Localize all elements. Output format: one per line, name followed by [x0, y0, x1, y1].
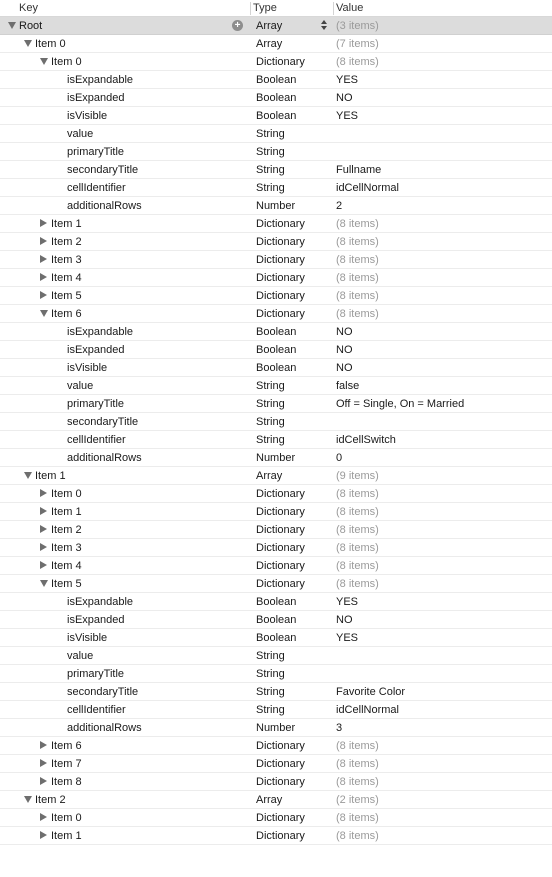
key-text: primaryTitle — [67, 668, 125, 680]
key-text: additionalRows — [67, 452, 142, 464]
chevron-down-icon[interactable] — [321, 26, 327, 30]
type-cell[interactable]: Number — [256, 200, 296, 212]
key-text: cellIdentifier — [67, 704, 126, 716]
plist-row[interactable] — [0, 413, 552, 431]
type-cell[interactable]: Dictionary — [256, 812, 305, 824]
key-cell[interactable] — [0, 197, 250, 214]
key-cell[interactable] — [0, 179, 250, 196]
plist-row[interactable] — [0, 593, 552, 611]
item-count-text: (8 items) — [336, 830, 379, 842]
key-cell[interactable] — [0, 575, 250, 592]
value-cell[interactable]: false — [336, 380, 360, 392]
key-cell[interactable] — [0, 233, 250, 250]
key-cell[interactable] — [0, 53, 250, 70]
item-count-text: (8 items) — [336, 236, 379, 248]
plist-row[interactable] — [0, 503, 552, 521]
plist-row[interactable] — [0, 233, 552, 251]
key-text: Item 7 — [51, 758, 82, 770]
key-text: additionalRows — [67, 200, 142, 212]
plist-row[interactable] — [0, 305, 552, 323]
key-text: Item 1 — [35, 470, 66, 482]
type-cell[interactable]: String — [256, 650, 285, 662]
key-cell[interactable] — [0, 683, 250, 700]
plist-row[interactable] — [0, 359, 552, 377]
type-cell[interactable]: String — [256, 380, 285, 392]
disclosure-triangle-collapsed-icon[interactable] — [40, 273, 47, 281]
key-column-header[interactable]: Key — [19, 2, 38, 14]
item-count-text: (8 items) — [336, 506, 379, 518]
plist-row[interactable] — [0, 755, 552, 773]
type-cell[interactable]: Boolean — [256, 632, 297, 644]
key-text: secondaryTitle — [67, 164, 139, 176]
key-text: value — [67, 650, 94, 662]
plist-row[interactable] — [0, 557, 552, 575]
type-popup-stepper-icon[interactable] — [321, 19, 329, 32]
item-count-text: (8 items) — [336, 56, 379, 68]
key-text: cellIdentifier — [67, 182, 126, 194]
plist-row[interactable] — [0, 341, 552, 359]
plist-row[interactable] — [0, 161, 552, 179]
key-text: primaryTitle — [67, 398, 125, 410]
disclosure-triangle-collapsed-icon[interactable] — [40, 831, 47, 839]
key-cell[interactable] — [0, 809, 250, 826]
plist-row[interactable] — [0, 449, 552, 467]
key-text: Item 1 — [51, 830, 82, 842]
value-cell[interactable]: 3 — [336, 722, 343, 734]
plist-row[interactable] — [0, 827, 552, 845]
key-text: Root — [19, 20, 43, 32]
item-count-text: (7 items) — [336, 38, 379, 50]
value-cell[interactable]: NO — [336, 614, 353, 626]
type-cell[interactable]: String — [256, 128, 285, 140]
value-cell[interactable]: NO — [336, 92, 353, 104]
type-cell[interactable]: Boolean — [256, 596, 297, 608]
key-text: isVisible — [67, 362, 108, 374]
key-cell[interactable] — [0, 413, 250, 430]
disclosure-triangle-collapsed-icon[interactable] — [40, 759, 47, 767]
type-cell[interactable]: Boolean — [256, 74, 297, 86]
key-text: Item 2 — [35, 794, 66, 806]
plist-row[interactable] — [0, 215, 552, 233]
key-cell[interactable] — [0, 17, 250, 34]
value-cell[interactable]: 0 — [336, 452, 343, 464]
key-cell[interactable] — [0, 395, 250, 412]
disclosure-triangle-collapsed-icon[interactable] — [40, 525, 47, 533]
key-text: cellIdentifier — [67, 434, 126, 446]
key-text: primaryTitle — [67, 146, 125, 158]
disclosure-triangle-collapsed-icon[interactable] — [40, 237, 47, 245]
plist-row[interactable] — [0, 71, 552, 89]
item-count-text: (9 items) — [336, 470, 379, 482]
key-cell[interactable] — [0, 485, 250, 502]
plist-row[interactable] — [0, 521, 552, 539]
key-cell[interactable] — [0, 89, 250, 106]
type-cell[interactable]: Dictionary — [256, 272, 305, 284]
key-cell[interactable] — [0, 359, 250, 376]
key-cell[interactable] — [0, 539, 250, 556]
value-cell[interactable]: idCellNormal — [336, 182, 399, 194]
plist-row[interactable] — [0, 53, 552, 71]
type-cell[interactable]: Dictionary — [256, 488, 305, 500]
plist-row[interactable] — [0, 737, 552, 755]
key-text: additionalRows — [67, 722, 142, 734]
key-text: Item 1 — [51, 218, 82, 230]
type-cell[interactable]: String — [256, 164, 285, 176]
key-text: Item 2 — [51, 236, 82, 248]
key-cell[interactable] — [0, 161, 250, 178]
key-cell[interactable] — [0, 341, 250, 358]
key-cell[interactable] — [0, 449, 250, 466]
key-text: secondaryTitle — [67, 416, 139, 428]
key-cell[interactable] — [0, 251, 250, 268]
item-count-text: (8 items) — [336, 254, 379, 266]
key-cell[interactable] — [0, 665, 250, 682]
type-column-header[interactable]: Type — [253, 2, 277, 14]
key-cell[interactable] — [0, 305, 250, 322]
key-text: value — [67, 380, 94, 392]
value-cell[interactable]: YES — [336, 632, 359, 644]
item-count-text: (8 items) — [336, 308, 379, 320]
key-cell[interactable] — [0, 773, 250, 790]
type-cell[interactable]: Dictionary — [256, 758, 305, 770]
plist-row[interactable] — [0, 377, 552, 395]
key-text: Item 0 — [35, 38, 66, 50]
key-cell[interactable] — [0, 377, 250, 394]
key-cell[interactable] — [0, 35, 250, 52]
key-cell[interactable] — [0, 323, 250, 340]
key-text: isExpanded — [67, 92, 125, 104]
add-item-icon[interactable]: + — [232, 20, 243, 31]
key-cell[interactable] — [0, 125, 250, 142]
plist-row[interactable] — [0, 647, 552, 665]
type-cell[interactable]: Dictionary — [256, 254, 305, 266]
item-count-text: (3 items) — [336, 20, 379, 32]
plist-row[interactable] — [0, 701, 552, 719]
value-cell[interactable]: NO — [336, 362, 353, 374]
value-cell[interactable]: YES — [336, 74, 359, 86]
key-text: Item 3 — [51, 542, 82, 554]
type-cell[interactable]: Boolean — [256, 326, 297, 338]
type-cell[interactable]: Boolean — [256, 344, 297, 356]
type-cell[interactable]: String — [256, 434, 285, 446]
key-cell[interactable] — [0, 737, 250, 754]
type-cell[interactable]: Boolean — [256, 362, 297, 374]
type-cell[interactable]: Dictionary — [256, 524, 305, 536]
key-cell[interactable] — [0, 107, 250, 124]
key-text: Item 5 — [51, 578, 82, 590]
disclosure-triangle-expanded-icon[interactable] — [40, 310, 48, 317]
disclosure-triangle-collapsed-icon[interactable] — [40, 777, 47, 785]
key-text: Item 2 — [51, 524, 82, 536]
key-text: isVisible — [67, 632, 108, 644]
key-text: Item 8 — [51, 776, 82, 788]
chevron-up-icon[interactable] — [321, 20, 327, 24]
plist-row[interactable] — [0, 539, 552, 557]
type-cell[interactable]: Dictionary — [256, 308, 305, 320]
disclosure-triangle-collapsed-icon[interactable] — [40, 561, 47, 569]
item-count-text: (8 items) — [336, 776, 379, 788]
type-cell[interactable]: Dictionary — [256, 290, 305, 302]
value-cell[interactable]: NO — [336, 344, 353, 356]
key-text: value — [67, 128, 94, 140]
type-cell[interactable]: String — [256, 146, 285, 158]
value-cell[interactable]: YES — [336, 110, 359, 122]
type-cell[interactable]: Dictionary — [256, 740, 305, 752]
disclosure-triangle-expanded-icon[interactable] — [40, 580, 48, 587]
item-count-text: (8 items) — [336, 758, 379, 770]
key-text: isExpanded — [67, 344, 125, 356]
type-cell[interactable]: Dictionary — [256, 56, 305, 68]
plist-row[interactable] — [0, 629, 552, 647]
key-cell[interactable] — [0, 215, 250, 232]
key-cell[interactable] — [0, 143, 250, 160]
type-cell[interactable]: Dictionary — [256, 578, 305, 590]
key-cell[interactable] — [0, 71, 250, 88]
type-cell[interactable]: Number — [256, 452, 296, 464]
key-cell[interactable] — [0, 755, 250, 772]
disclosure-triangle-expanded-icon[interactable] — [24, 796, 32, 803]
plist-row[interactable] — [0, 197, 552, 215]
type-cell[interactable]: Boolean — [256, 92, 297, 104]
type-cell[interactable]: Dictionary — [256, 830, 305, 842]
plist-row[interactable] — [0, 683, 552, 701]
key-text: isExpandable — [67, 326, 134, 338]
key-cell[interactable] — [0, 269, 250, 286]
key-cell[interactable] — [0, 611, 250, 628]
item-count-text: (8 items) — [336, 560, 379, 572]
type-cell[interactable]: String — [256, 686, 285, 698]
value-cell[interactable]: idCellSwitch — [336, 434, 396, 446]
item-count-text: (2 items) — [336, 794, 379, 806]
key-cell[interactable] — [0, 521, 250, 538]
disclosure-triangle-expanded-icon[interactable] — [24, 40, 32, 47]
plist-row[interactable] — [0, 467, 552, 485]
key-cell[interactable] — [0, 719, 250, 736]
column-divider[interactable] — [250, 2, 251, 15]
disclosure-triangle-collapsed-icon[interactable] — [40, 507, 47, 515]
key-text: Item 4 — [51, 272, 82, 284]
plist-row[interactable] — [0, 179, 552, 197]
key-text: Item 4 — [51, 560, 82, 572]
disclosure-triangle-collapsed-icon[interactable] — [40, 219, 47, 227]
key-cell[interactable] — [0, 791, 250, 808]
item-count-text: (8 items) — [336, 542, 379, 554]
disclosure-triangle-collapsed-icon[interactable] — [40, 543, 47, 551]
item-count-text: (8 items) — [336, 290, 379, 302]
disclosure-triangle-collapsed-icon[interactable] — [40, 255, 47, 263]
disclosure-triangle-collapsed-icon[interactable] — [40, 813, 47, 821]
plist-row[interactable] — [0, 431, 552, 449]
plist-row[interactable] — [0, 143, 552, 161]
key-text: isExpanded — [67, 614, 125, 626]
plist-row[interactable] — [0, 395, 552, 413]
key-text: Item 5 — [51, 290, 82, 302]
key-cell[interactable] — [0, 503, 250, 520]
plist-row[interactable] — [0, 89, 552, 107]
type-cell[interactable]: String — [256, 416, 285, 428]
plist-row[interactable] — [0, 665, 552, 683]
type-cell[interactable]: Boolean — [256, 110, 297, 122]
key-text: Item 1 — [51, 506, 82, 518]
column-header — [0, 0, 552, 17]
plist-row[interactable] — [0, 809, 552, 827]
item-count-text: (8 items) — [336, 218, 379, 230]
plist-row[interactable] — [0, 17, 552, 35]
key-text: Item 0 — [51, 488, 82, 500]
disclosure-triangle-expanded-icon[interactable] — [8, 22, 16, 29]
type-cell[interactable]: Array — [256, 38, 283, 50]
type-cell[interactable]: Array — [256, 794, 283, 806]
value-cell[interactable]: idCellNormal — [336, 704, 399, 716]
key-cell[interactable] — [0, 467, 250, 484]
plist-rows — [0, 17, 552, 845]
type-cell[interactable]: Dictionary — [256, 236, 305, 248]
type-cell[interactable]: Number — [256, 722, 296, 734]
plist-row[interactable] — [0, 791, 552, 809]
plist-row[interactable] — [0, 287, 552, 305]
key-text: Item 6 — [51, 740, 82, 752]
type-cell[interactable]: Dictionary — [256, 506, 305, 518]
value-cell[interactable]: Favorite Color — [336, 686, 406, 698]
plist-row[interactable] — [0, 269, 552, 287]
column-divider[interactable] — [333, 2, 334, 15]
type-cell[interactable]: Array — [256, 20, 283, 32]
value-cell[interactable]: YES — [336, 596, 359, 608]
plist-row[interactable] — [0, 575, 552, 593]
plist-row[interactable] — [0, 107, 552, 125]
key-text: Item 0 — [51, 56, 82, 68]
value-column-header[interactable]: Value — [336, 2, 364, 14]
key-text: Item 6 — [51, 308, 82, 320]
item-count-text: (8 items) — [336, 524, 379, 536]
plist-row[interactable] — [0, 773, 552, 791]
plist-row[interactable] — [0, 251, 552, 269]
item-count-text: (8 items) — [336, 740, 379, 752]
type-cell[interactable]: Dictionary — [256, 218, 305, 230]
disclosure-triangle-collapsed-icon[interactable] — [40, 741, 47, 749]
key-cell[interactable] — [0, 647, 250, 664]
plist-row[interactable] — [0, 125, 552, 143]
item-count-text: (8 items) — [336, 272, 379, 284]
type-cell[interactable]: String — [256, 704, 285, 716]
key-cell[interactable] — [0, 593, 250, 610]
type-cell[interactable]: Dictionary — [256, 560, 305, 572]
item-count-text: (8 items) — [336, 578, 379, 590]
disclosure-triangle-collapsed-icon[interactable] — [40, 291, 47, 299]
plist-row[interactable] — [0, 611, 552, 629]
value-cell[interactable]: NO — [336, 326, 353, 338]
key-cell[interactable] — [0, 827, 250, 844]
key-text: isExpandable — [67, 74, 134, 86]
plist-row[interactable] — [0, 719, 552, 737]
plist-row[interactable] — [0, 35, 552, 53]
plist-row[interactable] — [0, 485, 552, 503]
plist-row[interactable] — [0, 323, 552, 341]
key-text: isVisible — [67, 110, 108, 122]
key-cell[interactable] — [0, 701, 250, 718]
key-cell[interactable] — [0, 431, 250, 448]
type-cell[interactable]: Array — [256, 470, 283, 482]
type-cell[interactable]: Dictionary — [256, 542, 305, 554]
type-cell[interactable]: Boolean — [256, 614, 297, 626]
type-cell[interactable]: String — [256, 668, 285, 680]
type-cell[interactable]: String — [256, 398, 285, 410]
value-cell[interactable]: Fullname — [336, 164, 382, 176]
key-text: Item 3 — [51, 254, 82, 266]
key-cell[interactable] — [0, 287, 250, 304]
disclosure-triangle-collapsed-icon[interactable] — [40, 489, 47, 497]
type-cell[interactable]: Dictionary — [256, 776, 305, 788]
type-cell[interactable]: String — [256, 182, 285, 194]
key-cell[interactable] — [0, 557, 250, 574]
key-cell[interactable] — [0, 629, 250, 646]
disclosure-triangle-expanded-icon[interactable] — [24, 472, 32, 479]
key-text: Item 0 — [51, 812, 82, 824]
value-cell[interactable]: 2 — [336, 200, 343, 212]
key-text: secondaryTitle — [67, 686, 139, 698]
value-cell[interactable]: Off = Single, On = Married — [336, 398, 465, 410]
key-text: isExpandable — [67, 596, 134, 608]
disclosure-triangle-expanded-icon[interactable] — [40, 58, 48, 65]
item-count-text: (8 items) — [336, 488, 379, 500]
item-count-text: (8 items) — [336, 812, 379, 824]
